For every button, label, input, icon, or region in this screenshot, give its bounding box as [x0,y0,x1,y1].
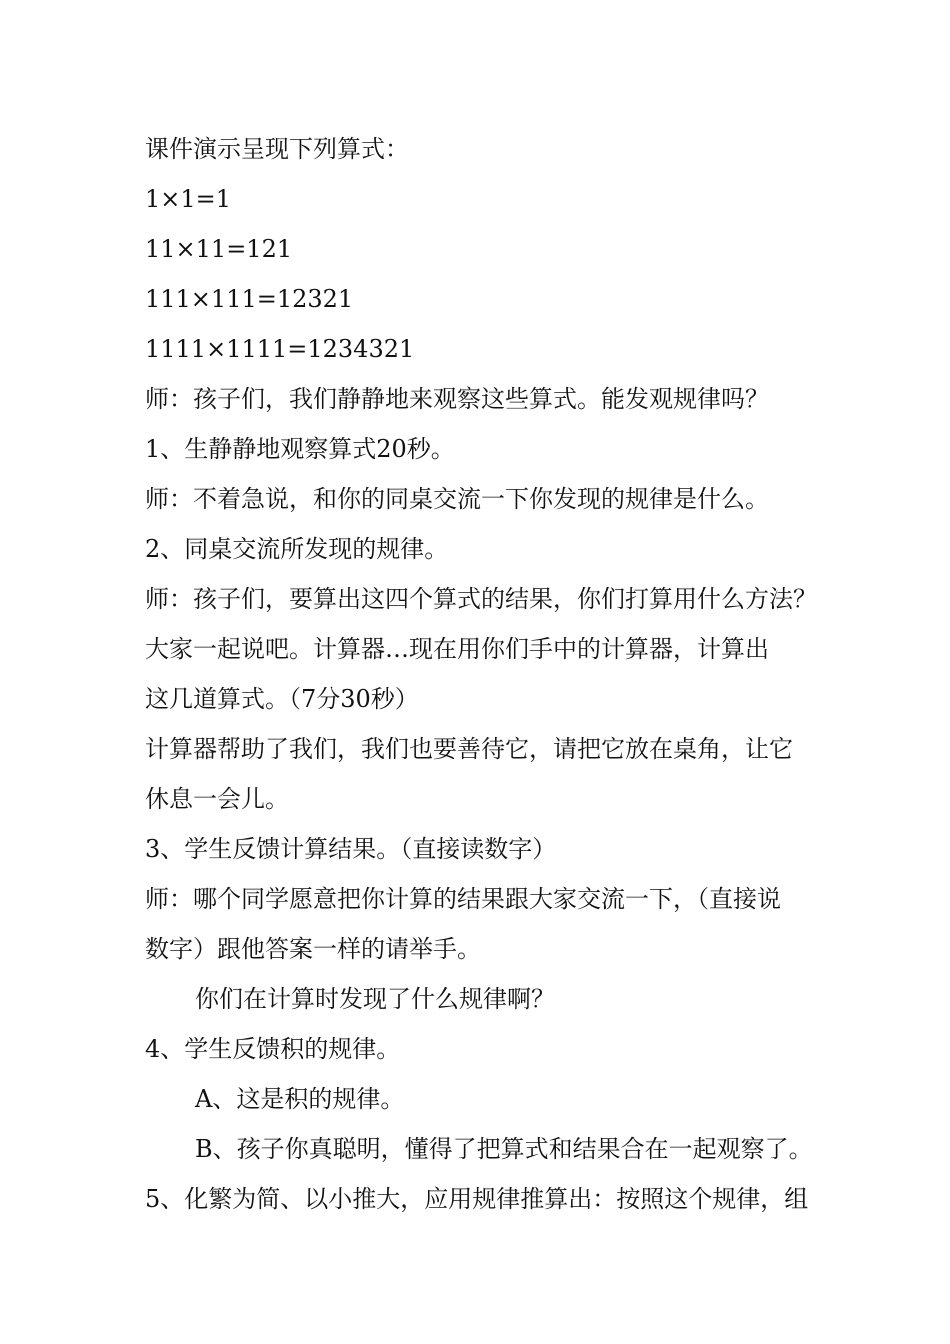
text-line: 5、化繁为简、以小推大，应用规律推算出：按照这个规律，组 [145,1185,809,1213]
text-line: 计算器帮助了我们，我们也要善待它，请把它放在桌角，让它 [145,735,793,763]
text-line: 这几道算式。（7分30秒） [145,685,419,713]
indented-text-line: A、这是积的规律。 [195,1085,405,1113]
equation-line: 1111×1111=1234321 [145,335,415,363]
text-line: 师：哪个同学愿意把你计算的结果跟大家交流一下，（直接说 [145,885,781,913]
text-line: 师：孩子们，要算出这四个算式的结果，你们打算用什么方法？ [145,585,817,613]
equation-line: 111×111=12321 [145,285,354,313]
text-line: 3、学生反馈计算结果。（直接读数字） [145,835,557,863]
text-line: 师：孩子们，我们静静地来观察这些算式。能发观规律吗？ [145,385,769,413]
document-body [145,124,825,1224]
indented-text-line: 你们在计算时发现了什么规律啊？ [195,985,555,1013]
text-line: 4、学生反馈积的规律。 [145,1035,401,1063]
text-line: 师：不着急说，和你的同桌交流一下你发现的规律是什么。 [145,485,769,513]
indented-text-line: B、孩子你真聪明，懂得了把算式和结果合在一起观察了。 [195,1135,813,1163]
text-line: 数字）跟他答案一样的请举手。 [145,935,481,963]
text-line: 2、同桌交流所发现的规律。 [145,535,449,563]
text-line: 1、生静静地观察算式20秒。 [145,435,455,463]
text-line: 大家一起说吧。计算器…现在用你们手中的计算器，计算出 [145,635,769,663]
text-line: 课件演示呈现下列算式： [145,135,409,163]
equation-line: 11×11=121 [145,235,293,263]
text-line: 休息一会儿。 [145,785,289,813]
equation-line: 1×1=1 [145,185,232,213]
